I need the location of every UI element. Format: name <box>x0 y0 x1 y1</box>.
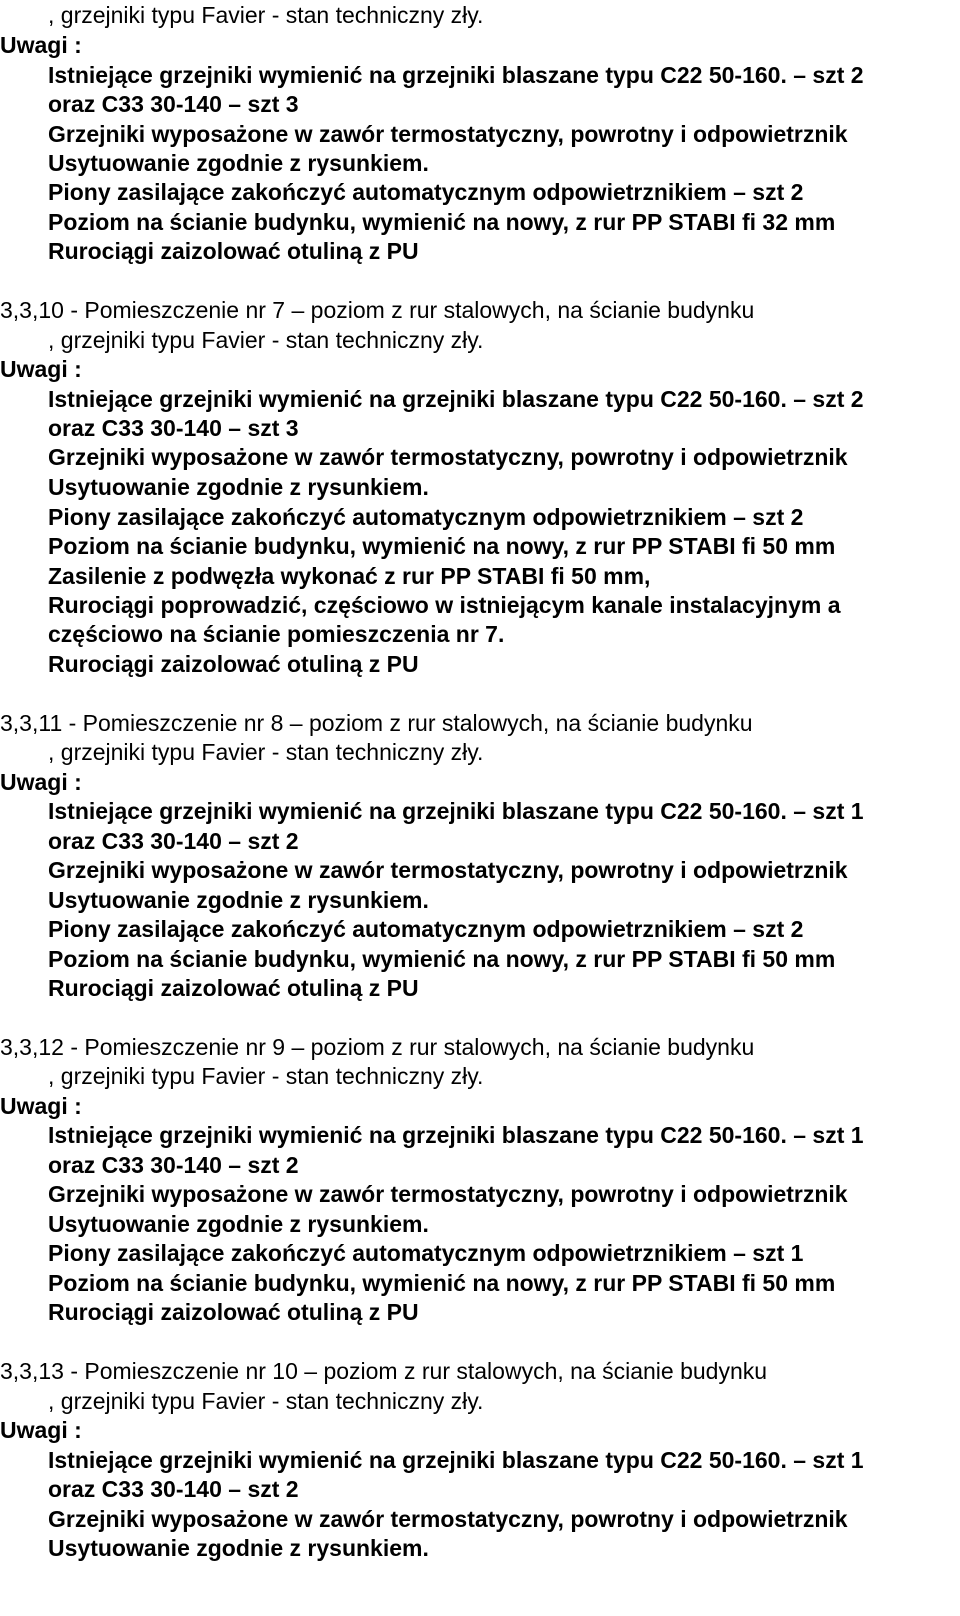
remark-line: oraz C33 30-140 – szt 3 <box>48 415 299 441</box>
remarks-heading: Uwagi : <box>0 32 82 58</box>
remark-line: Rurociągi zaizolować otuliną z PU <box>48 1299 419 1325</box>
remark-line: Poziom na ścianie budynku, wymienić na nowy, z rur PP STABI fi 50 mm <box>48 1270 836 1296</box>
remark-line: Zasilenie z podwęzła wykonać z rur PP STABI fi 50 mm, <box>48 563 651 589</box>
remark-line: Piony zasilające zakończyć automatycznym odpowietrznikiem – szt 2 <box>48 916 804 942</box>
remark-line: Usytuowanie zgodnie z rysunkiem. <box>48 474 429 500</box>
section-heading-3-3-12: 3,3,12 - Pomieszczenie nr 9 – poziom z rur stalowych, na ścianie budynku <box>0 1034 755 1060</box>
section-heading-3-3-10: 3,3,10 - Pomieszczenie nr 7 – poziom z rur stalowych, na ścianie budynku <box>0 297 755 323</box>
remark-line: Rurociągi poprowadzić, częściowo w istniejącym kanale instalacyjnym a <box>48 592 841 618</box>
section-heading-3-3-13: 3,3,13 - Pomieszczenie nr 10 – poziom z rur stalowych, na ścianie budynku <box>0 1358 768 1384</box>
remark-line: Rurociągi zaizolować otuliną z PU <box>48 651 419 677</box>
remark-line: Istniejące grzejniki wymienić na grzejniki blaszane typu C22 50-160. – szt 2 <box>48 62 864 88</box>
remark-line: Piony zasilające zakończyć automatycznym odpowietrznikiem – szt 1 <box>48 1240 804 1266</box>
remark-line: Grzejniki wyposażone w zawór termostatyczny, powrotny i odpowietrznik <box>48 857 848 883</box>
remark-line: Grzejniki wyposażone w zawór termostatyczny, powrotny i odpowietrznik <box>48 1506 848 1532</box>
remark-line: Istniejące grzejniki wymienić na grzejniki blaszane typu C22 50-160. – szt 1 <box>48 798 864 824</box>
radiator-condition-note: , grzejniki typu Favier - stan techniczny zły. <box>48 1063 484 1089</box>
section-heading-3-3-11: 3,3,11 - Pomieszczenie nr 8 – poziom z rur stalowych, na ścianie budynku <box>0 710 753 736</box>
remark-line: oraz C33 30-140 – szt 2 <box>48 1476 299 1502</box>
remark-line: oraz C33 30-140 – szt 2 <box>48 828 299 854</box>
remark-line: Poziom na ścianie budynku, wymienić na nowy, z rur PP STABI fi 50 mm <box>48 946 836 972</box>
radiator-condition-note: , grzejniki typu Favier - stan techniczny zły. <box>48 327 484 353</box>
radiator-condition-note: , grzejniki typu Favier - stan techniczny zły. <box>48 2 484 28</box>
radiator-condition-note: , grzejniki typu Favier - stan techniczny zły. <box>48 739 484 765</box>
remark-line: Grzejniki wyposażone w zawór termostatyczny, powrotny i odpowietrznik <box>48 121 848 147</box>
remark-line: Grzejniki wyposażone w zawór termostatyczny, powrotny i odpowietrznik <box>48 1181 848 1207</box>
remark-line: Rurociągi zaizolować otuliną z PU <box>48 975 419 1001</box>
remark-line: Piony zasilające zakończyć automatycznym odpowietrznikiem – szt 2 <box>48 504 804 530</box>
remark-line: Poziom na ścianie budynku, wymienić na nowy, z rur PP STABI fi 50 mm <box>48 533 836 559</box>
remarks-heading: Uwagi : <box>0 356 82 382</box>
remark-line: Usytuowanie zgodnie z rysunkiem. <box>48 1211 429 1237</box>
remark-line: Usytuowanie zgodnie z rysunkiem. <box>48 1535 429 1561</box>
remarks-heading: Uwagi : <box>0 1417 82 1443</box>
remark-line: Istniejące grzejniki wymienić na grzejniki blaszane typu C22 50-160. – szt 1 <box>48 1122 864 1148</box>
radiator-condition-note: , grzejniki typu Favier - stan techniczny zły. <box>48 1388 484 1414</box>
remark-line: częściowo na ścianie pomieszczenia nr 7. <box>48 621 505 647</box>
remark-line: Istniejące grzejniki wymienić na grzejniki blaszane typu C22 50-160. – szt 2 <box>48 386 864 412</box>
remark-line: Istniejące grzejniki wymienić na grzejniki blaszane typu C22 50-160. – szt 1 <box>48 1447 864 1473</box>
remark-line: Rurociągi zaizolować otuliną z PU <box>48 238 419 264</box>
remark-line: oraz C33 30-140 – szt 3 <box>48 91 299 117</box>
remarks-heading: Uwagi : <box>0 1093 82 1119</box>
remark-line: Usytuowanie zgodnie z rysunkiem. <box>48 887 429 913</box>
remarks-heading: Uwagi : <box>0 769 82 795</box>
remark-line: Grzejniki wyposażone w zawór termostatyczny, powrotny i odpowietrznik <box>48 444 848 470</box>
remark-line: Piony zasilające zakończyć automatycznym odpowietrznikiem – szt 2 <box>48 179 804 205</box>
remark-line: Usytuowanie zgodnie z rysunkiem. <box>48 150 429 176</box>
remark-line: oraz C33 30-140 – szt 2 <box>48 1152 299 1178</box>
remark-line: Poziom na ścianie budynku, wymienić na nowy, z rur PP STABI fi 32 mm <box>48 209 836 235</box>
